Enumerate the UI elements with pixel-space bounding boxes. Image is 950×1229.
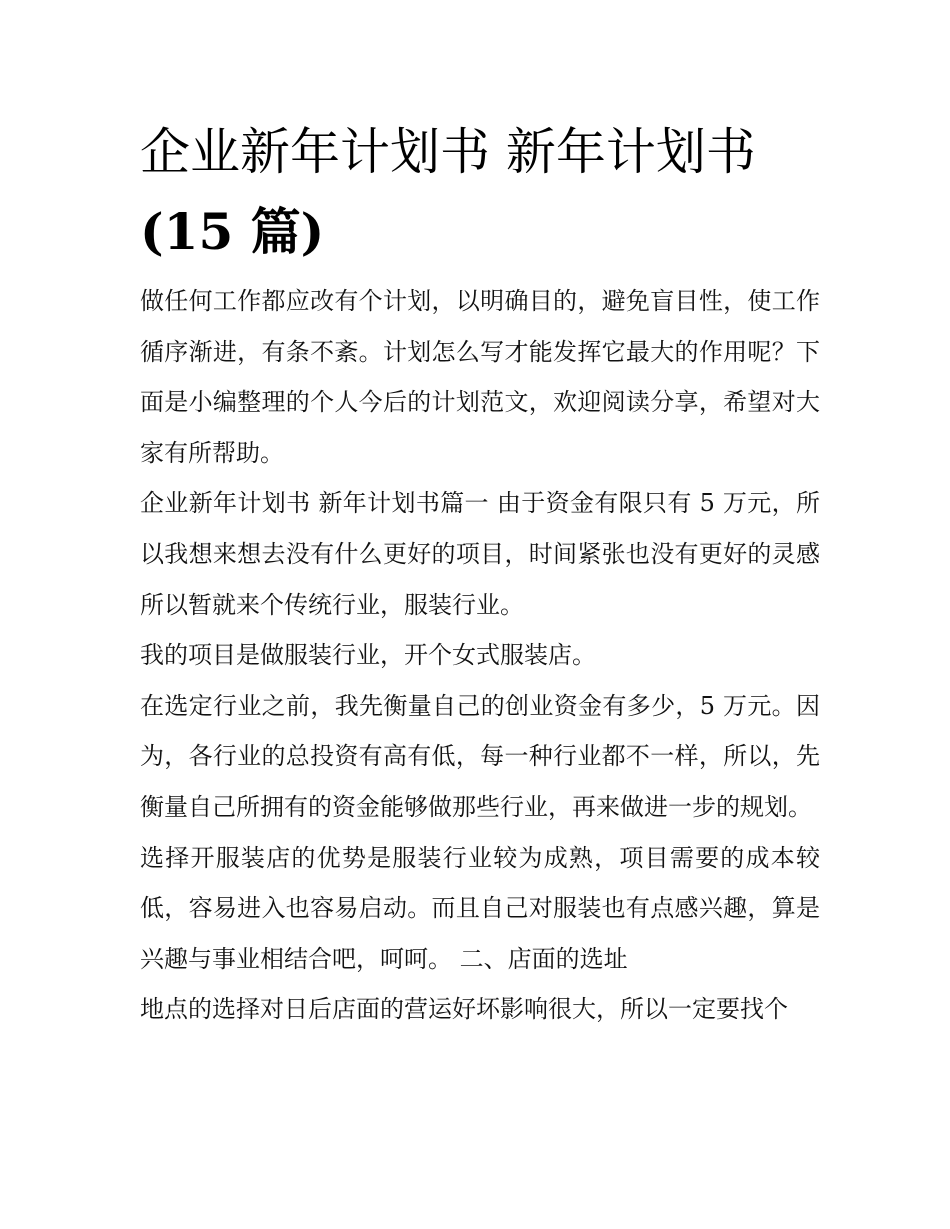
document-title	[140, 112, 830, 272]
paragraph-project: 我的项目是做服装行业，开个女式服装店。	[140, 641, 596, 670]
title-line-1: 企业新年计划书 新年计划书	[140, 123, 756, 181]
paragraph-funding: 在选定行业之前，我先衡量自己的创业资金有多少，5 万元。因为，各行业的总投资有高有低，每一种行业都不一样，所以，先衡量自己所拥有的资金能够做那些行业，再来做进一步的规划。	[140, 691, 820, 821]
paragraph-plan-one: 企业新年计划书 新年计划书篇一 由于资金有限只有 5 万元，所以我想来想去没有什么更好的项目，时间紧张也没有更好的灵感所以暂就来个传统行业，服装行业。	[140, 489, 820, 619]
title-line-2: (15 篇)	[140, 202, 325, 261]
paragraph-intro: 做任何工作都应改有个计划，以明确目的，避免盲目性，使工作循序渐进，有条不紊。计划怎么写才能发挥它最大的作用呢？下面是小编整理的个人今后的计划范文，欢迎阅读分享，希望对大家有所帮助。	[140, 287, 820, 467]
paragraph-advantages: 选择开服装店的优势是服装行业较为成熟，项目需要的成本较低，容易进入也容易启动。而且自己对服装也有点感兴趣，算是兴趣与事业相结合吧，呵呵。 二、店面的选址	[140, 843, 820, 973]
paragraph-location: 地点的选择对日后店面的营运好坏影响很大，所以一定要找个	[140, 995, 788, 1024]
document-body	[140, 276, 820, 1035]
